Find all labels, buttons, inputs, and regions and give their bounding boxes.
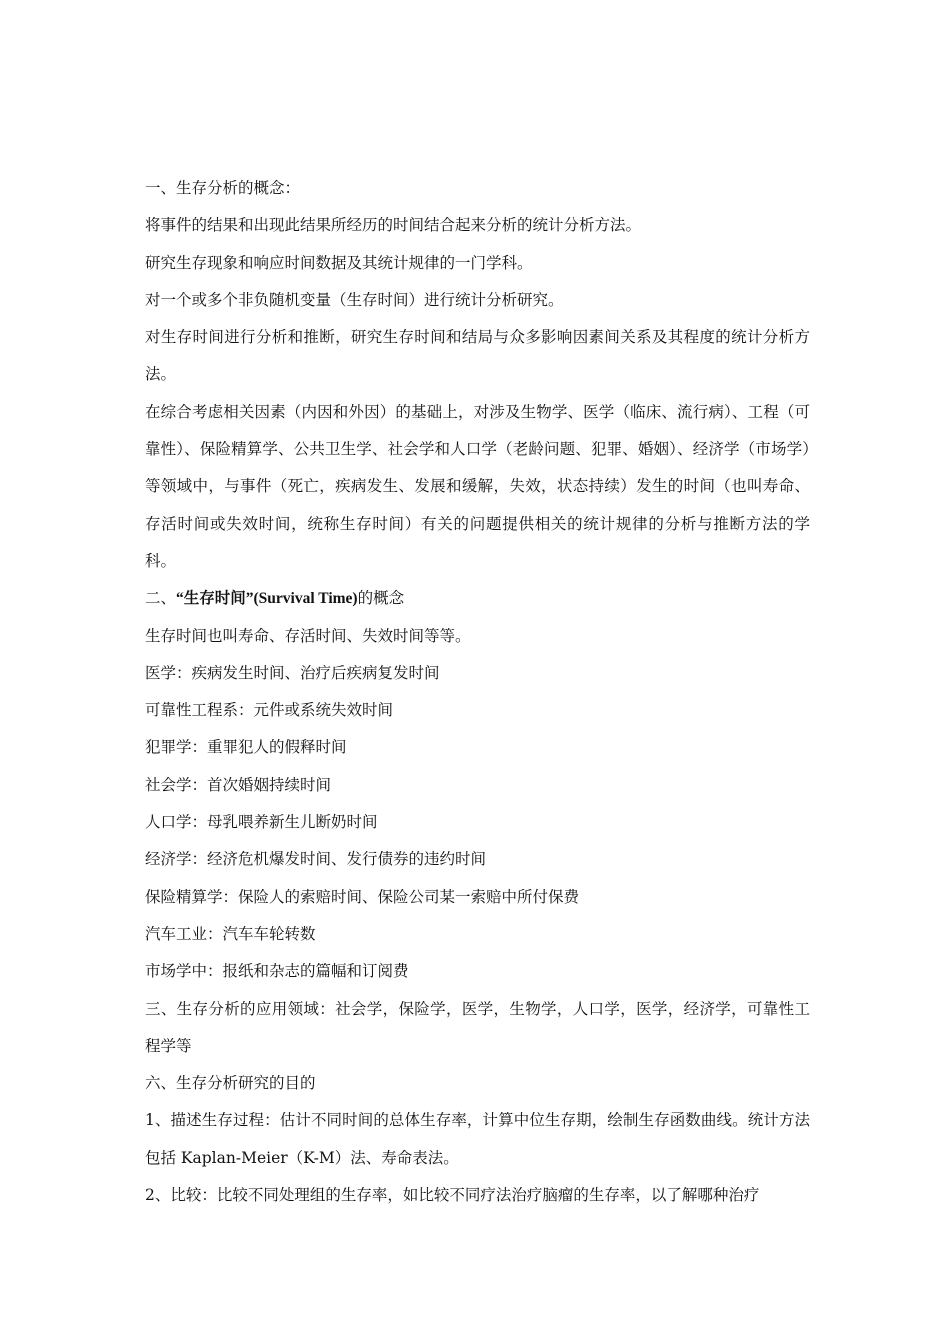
paragraph: 生存时间也叫寿命、存活时间、失效时间等等。 — [145, 626, 471, 645]
heading-section-2-suffix: 的概念 — [357, 589, 405, 608]
heading-section-3: 三、生存分析的应用领域：社会学，保险学，医学，生物学，人口学，医学，经济学，可靠性工程学等 — [145, 999, 810, 1055]
heading-section-2-bold: “生存时间”(Survival Time) — [176, 590, 358, 608]
numbered-item: 2、比较：比较不同处理组的生存率，如比较不同疗法治疗脑瘤的生存率，以了解哪种治疗 — [145, 1186, 760, 1205]
paragraph: 对一个或多个非负随机变量（生存时间）进行统计分析研究。 — [145, 290, 564, 309]
heading-section-2 — [145, 580, 810, 617]
list-item: 汽车工业：汽车车轮转数 — [145, 924, 316, 943]
heading-section-2-prefix: 二、 — [145, 589, 177, 608]
list-item: 保险精算学：保险人的索赔时间、保险公司某一索赔中所付保费 — [145, 887, 580, 906]
numbered-item: 1、描述生存过程：估计不同时间的总体生存率，计算中位生存期，绘制生存函数曲线。统计方法包括 Kaplan-Meier（K-M）法、寿命表法。 — [145, 1111, 810, 1167]
paragraph: 研究生存现象和响应时间数据及其统计规律的一门学科。 — [145, 253, 533, 272]
list-item: 医学：疾病发生时间、治疗后疾病复发时间 — [145, 663, 440, 682]
list-item: 犯罪学：重罪犯人的假释时间 — [145, 738, 347, 757]
paragraph: 在综合考虑相关因素（内因和外因）的基础上，对涉及生物学、医学（临床、流行病）、工程（可靠性）、保险精算学、公共卫生学、社会学和人口学（老龄问题、犯罪、婚姻）、经济学（市场学）等领域中，与事件（死亡，疾病发生、发展和缓解，失效，状态持续）发生的时间（也叫寿命、存活时间或失效时间，统称生存时间）有关的问题提供相关的统计规律的分析与推断方法的学科。 — [145, 402, 810, 570]
list-item: 市场学中：报纸和杂志的篇幅和订阅费 — [145, 962, 409, 981]
list-item: 人口学：母乳喂养新生儿断奶时间 — [145, 813, 378, 832]
list-item: 经济学：经济危机爆发时间、发行债券的违约时间 — [145, 850, 487, 869]
heading-section-6: 六、生存分析研究的目的 — [145, 1074, 316, 1093]
paragraph: 将事件的结果和出现此结果所经历的时间结合起来分析的统计分析方法。 — [145, 216, 642, 235]
heading-section-1: 一、生存分析的概念： — [145, 179, 301, 197]
list-item: 可靠性工程系：元件或系统失效时间 — [145, 701, 394, 720]
list-item: 社会学：首次婚姻持续时间 — [145, 775, 332, 794]
document-body — [145, 170, 810, 1214]
paragraph: 对生存时间进行分析和推断，研究生存时间和结局与众多影响因素间关系及其程度的统计分析方法。 — [145, 328, 810, 384]
